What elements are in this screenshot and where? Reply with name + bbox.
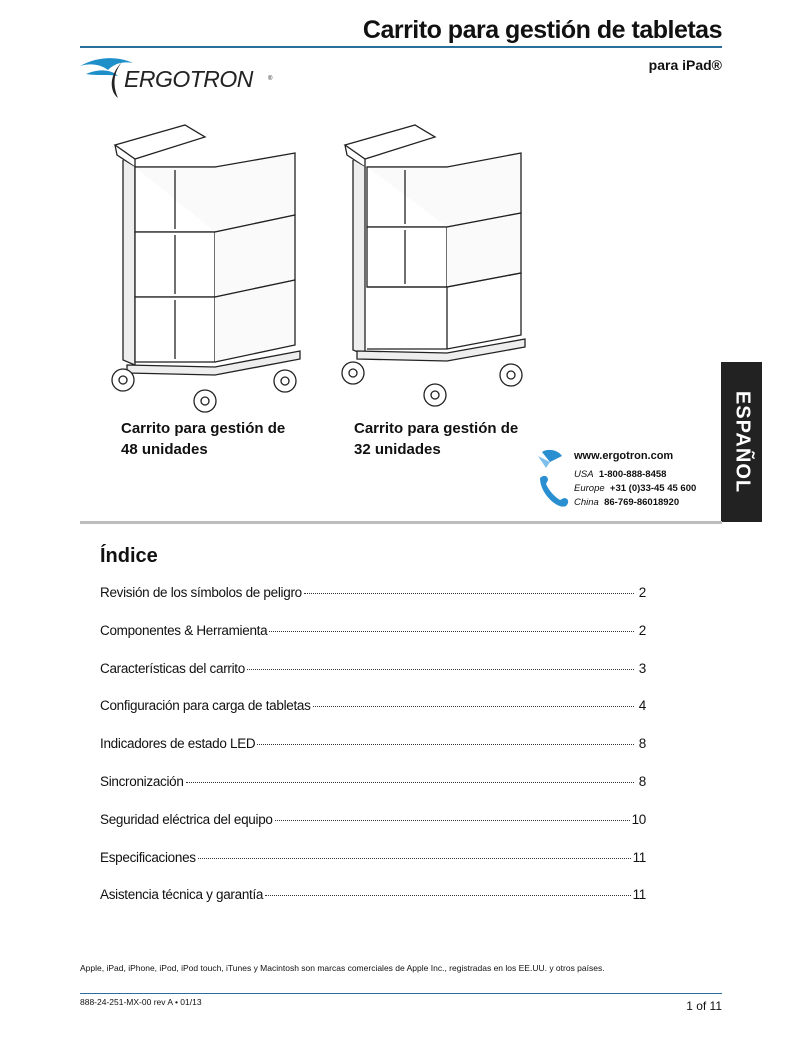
table-of-contents xyxy=(100,585,646,925)
cart-48-caption-line1: Carrito para gestión de xyxy=(121,420,286,437)
cart-32-caption xyxy=(354,418,518,460)
toc-item[interactable]: Asistencia técnica y garantía 11 xyxy=(100,887,646,903)
cart-48-caption xyxy=(121,418,285,460)
toc-item[interactable]: Componentes & Herramienta 2 xyxy=(100,622,646,638)
logo-wordmark: ERGOTRON xyxy=(124,66,253,92)
toc-item[interactable]: Sincronización 8 xyxy=(100,773,646,789)
language-tab-label: ESPAÑOL xyxy=(731,390,753,494)
toc-item[interactable]: Características del carrito 3 xyxy=(100,660,646,676)
phone-china xyxy=(574,497,679,508)
website-link[interactable]: www.ergotron.com xyxy=(574,450,674,462)
cart-32-illustration xyxy=(335,115,535,420)
trademark-notice: Apple, iPad, iPhone, iPod, iPod touch, iTunes y Macintosh son marcas comerciales de Apple Inc., registradas en los EE.UU. y otros países. xyxy=(80,963,605,973)
phone-usa-number: 1-800-888-8458 xyxy=(598,469,667,480)
toc-item[interactable]: Seguridad eléctrica del equipo 10 xyxy=(100,811,646,827)
phone-europe-region: Europe xyxy=(574,483,605,494)
toc-item[interactable]: Revisión de los símbolos de peligro 2 xyxy=(100,585,646,600)
footer-divider xyxy=(80,993,722,994)
phone-china-region: China xyxy=(574,497,599,508)
toc-item[interactable]: Configuración para carga de tabletas 4 xyxy=(100,698,646,714)
phone-icon xyxy=(540,476,568,507)
phone-usa-region: USA xyxy=(574,469,594,480)
toc-item[interactable]: Especificaciones 11 xyxy=(100,849,646,865)
toc-heading: Índice xyxy=(100,545,158,567)
phone-europe xyxy=(574,483,696,494)
svg-text:®: ® xyxy=(268,76,273,82)
ergotron-logo-icon xyxy=(78,54,278,106)
phone-europe-number: +31 (0)33-45 45 600 xyxy=(609,483,697,494)
cart-32-caption-line2: 32 unidades xyxy=(354,441,441,458)
page-number: 1 of 11 xyxy=(686,999,722,1013)
page-subtitle: para iPad® xyxy=(648,57,722,73)
language-tab xyxy=(721,362,762,522)
phone-china-number: 86-769-86018920 xyxy=(604,497,680,508)
contact-info xyxy=(536,444,722,516)
cart-48-caption-line2: 48 unidades xyxy=(121,441,208,458)
ergotron-logo xyxy=(78,54,278,106)
cart-32-caption-line1: Carrito para gestión de xyxy=(354,420,519,437)
document-number: 888-24-251-MX-00 rev A • 01/13 xyxy=(80,997,202,1007)
toc-item[interactable]: Indicadores de estado LED 8 xyxy=(100,736,646,752)
cart-48-illustration xyxy=(105,115,305,420)
phone-usa xyxy=(574,469,666,480)
section-divider xyxy=(80,521,722,524)
page-title: Carrito para gestión de tabletas xyxy=(362,16,722,44)
globe-icon xyxy=(536,446,570,512)
title-divider xyxy=(80,46,722,48)
